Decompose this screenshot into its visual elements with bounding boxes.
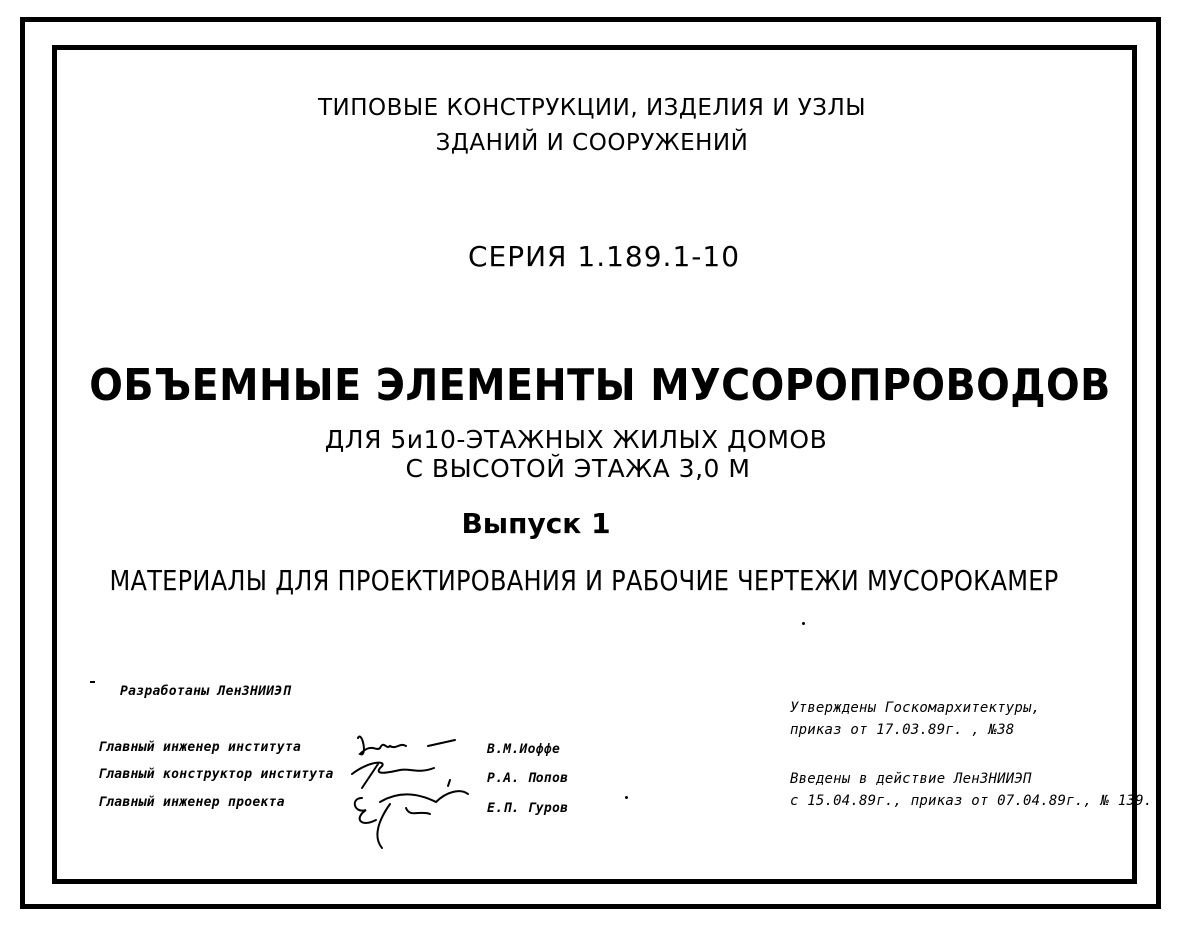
staff-name: В.М.Иоффе [487,742,561,757]
staff-name: Е.П. Гуров [487,801,569,816]
staff-role: Главный инженер института [98,740,302,755]
header-line-2: ЗДАНИЙ И СООРУЖЕНИЙ [435,130,749,156]
enacted-line-2: с 15.04.89г., приказ от 07.04.89г., № 139. [790,793,1153,809]
materials-line: МАТЕРИАЛЫ ДЛЯ ПРОЕКТИРОВАНИЯ И РАБОЧИЕ ЧЕРТЕЖИ МУСОРОКАМЕР [109,564,1059,597]
enacted-line-1: Введены в действие ЛенЗНИИЭП [790,771,1032,787]
staff-name: Р.А. Попов [487,771,569,786]
subtitle-line-2: С ВЫСОТОЙ ЭТАЖА 3,0 М [405,454,751,483]
developed-by: Разработаны ЛенЗНИИЭП [120,684,291,699]
header-line-1: ТИПОВЫЕ КОНСТРУКЦИИ, ИЗДЕЛИЯ И УЗЛЫ [317,95,867,121]
stray-dash [90,681,95,683]
series-number: СЕРИЯ 1.189.1-10 [467,240,741,273]
issue-number: Выпуск 1 [461,507,611,540]
stray-dot [802,622,805,625]
staff-role: Главный конструктор института [98,767,334,782]
approval-line-2: приказ от 17.03.89г. , №38 [790,722,1015,738]
stray-dot [625,796,628,799]
document-title: ОБЪЕМНЫЕ ЭЛЕМЕНТЫ МУСОРОПРОВОДОВ [89,360,1111,411]
staff-role: Главный инженер проекта [98,795,285,810]
signatures [350,728,480,853]
subtitle-line-1: ДЛЯ 5и10-ЭТАЖНЫХ ЖИЛЫХ ДОМОВ [324,425,828,454]
approval-line-1: Утверждены Госкомархитектуры, [790,700,1041,716]
